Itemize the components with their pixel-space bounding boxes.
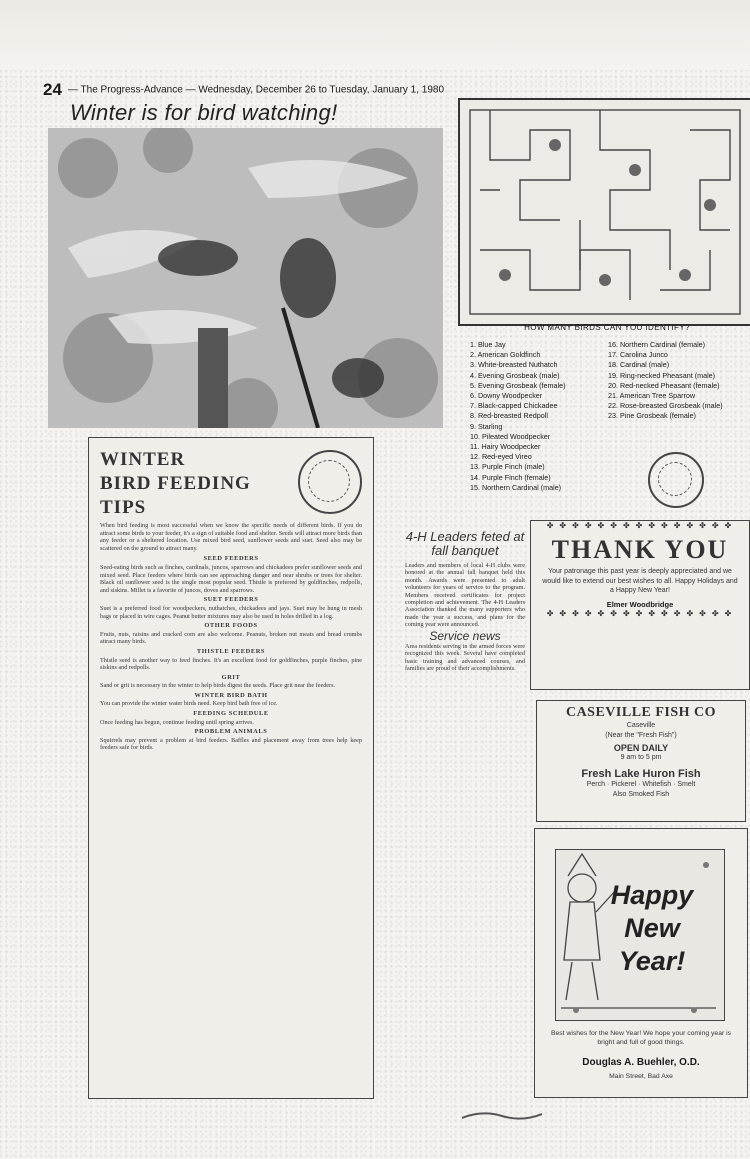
bird-list-column-2 (608, 340, 748, 422)
list-item: 21. American Tree Sparrow (608, 391, 696, 401)
thank-you-body: Your patronage this past year is deeply appreciated and we would like to extend our best wishes to all. Happy Holidays and a Happy New Year! (542, 568, 738, 595)
fish-ad-directions: (Near the "Fresh Fish") (605, 732, 677, 739)
tips-section-text: Suet is a preferred food for woodpeckers, nuthatches, chickadees and jays. Suet may be hung in mesh bags or placed in wire cages. Peanut butter mixtures may also be used in holes drilled in a log. (100, 604, 362, 620)
tips-section-text: Sand or grit is necessary in the winter to help birds digest the seeds. Place grit near the feeders. (100, 682, 336, 690)
ornament-border: ✤ ✤ ✤ ✤ ✤ ✤ ✤ ✤ ✤ ✤ ✤ ✤ ✤ ✤ ✤ (546, 608, 734, 618)
bird-list-column-1 (470, 340, 610, 493)
tips-section-text: Fruits, nuts, raisins and cracked corn are also welcome. Peanuts, broken nut meats and bread crumbs attract many birds. (100, 630, 362, 646)
list-item: 19. Ring-necked Pheasant (male) (608, 370, 716, 380)
tips-title (100, 448, 280, 520)
happy-new-year-ad (534, 828, 748, 1098)
list-item: 17. Carolina Junco (608, 350, 668, 360)
tips-section-heading: OTHER FOODS (204, 622, 258, 630)
tips-section-heading: GRIT (221, 673, 241, 681)
list-item: 10. Pileated Woodpecker (470, 431, 551, 441)
tips-section-text: Seed-eating birds such as finches, cardinals, juncos, sparrows and chickadees prefer sunflower seeds and mixed seed. Place feeders where birds can see approaching danger and near shrubs or trees for shelter. Black oil sunflower seed is the single most popular seed. Thistle is preferred by goldfinches, redpolls, and siskins. Millet is a favorite of juncos, doves and sparrows. (100, 563, 362, 594)
fish-ad-hours: 9 am to 5 pm (620, 754, 662, 761)
maze-caption: HOW MANY BIRDS CAN YOU IDENTIFY? (524, 323, 690, 332)
fish-ad-feature: Fresh Lake Huron Fish (581, 768, 701, 780)
advertiser-name: Douglas A. Buehler, O.D. (582, 1057, 700, 1068)
tips-intro: When bird feeding is most successful when we know the specific needs of different birds. If you do attract some birds to your feeder, it's a sign of suitable food and shelter. Seeds will attract more birds than any feeder or a sheltered location. Use mixed bird seed, sunflower seeds and suet. Seed also may be scattered on the ground to attract many. (100, 522, 362, 552)
tips-section-heading: SEED FEEDERS (203, 555, 259, 563)
tips-section-text: Once feeding has begun, continue feeding until spring arrives. (100, 718, 254, 726)
new-year-greeting (597, 879, 707, 978)
page-number: 24 (43, 80, 62, 99)
scan-edge (0, 0, 750, 70)
greeting-line: Year! (618, 946, 686, 976)
list-item: 11. Hairy Woodpecker (470, 442, 541, 452)
list-item: 22. Rose-breasted Grosbeak (male) (608, 401, 723, 411)
tips-section-heading: SUET FEEDERS (203, 596, 259, 604)
fish-ad-varieties: Perch · Pickerel · Whitefish · Smelt (586, 781, 696, 788)
page-headline: Winter is for bird watching! (70, 100, 338, 125)
tips-section-text: Squirrels may prevent a problem at bird feeders. Baffles and placement away from trees help keep feeders safe for birds. (100, 736, 362, 752)
thank-you-ad (530, 520, 750, 690)
list-item: 20. Red-necked Pheasant (female) (608, 380, 720, 390)
list-item: 12. Red-eyed Vireo (470, 452, 532, 462)
list-item: 4. Evening Grosbeak (male) (470, 370, 560, 380)
thank-you-title: THANK YOU (551, 535, 729, 564)
fish-ad-extra: Also Smoked Fish (612, 791, 670, 798)
thank-you-signature: Elmer Woodbridge (606, 599, 674, 609)
service-news-headline: Service news (429, 628, 501, 643)
list-item: 14. Purple Finch (female) (470, 472, 551, 482)
list-item: 5. Evening Grosbeak (female) (470, 380, 566, 390)
list-item: 18. Cardinal (male) (608, 360, 670, 370)
list-item: 7. Black-capped Chickadee (470, 401, 558, 411)
running-head-text: — The Progress-Advance — Wednesday, December 26 to Tuesday, January 1, 1980 (67, 84, 445, 96)
tips-title-line: BIRD FEEDING (100, 473, 251, 494)
list-item: 16. Northern Cardinal (female) (608, 340, 706, 349)
list-item: 13. Purple Finch (male) (470, 462, 545, 472)
list-item: 3. White-breasted Nuthatch (470, 360, 558, 370)
running-header (43, 80, 445, 99)
fish-company-ad (536, 700, 746, 822)
greeting-line: New (624, 913, 680, 943)
bird-identification-list (470, 340, 750, 515)
scan-artifact (462, 1108, 542, 1122)
bird-maze-puzzle (458, 98, 750, 326)
tips-section-text: Thistle seed is another way to feed finches. It's an excellent food for goldfinches, purple finches, pine siskins and redpolls. (100, 656, 362, 672)
fish-ad-location: Caseville (626, 722, 656, 729)
service-news-body: Area residents serving in the armed forces were recognized this week. Several have completed basic training and advanced courses, and families are proud of their accomplishments. (405, 643, 525, 673)
article-body: Leaders and members of local 4-H clubs were honored at the annual fall banquet held this month. Awards were presented to adult volunteers for years of service to the program. Members received certificates for project completion and achievement. The 4-H Leaders Association thanked the many supporters who made the year a success, and plans for the coming year were announced. (405, 562, 525, 629)
list-item: 6. Downy Woodpecker (470, 391, 543, 401)
list-item: 23. Pine Grosbeak (female) (608, 411, 696, 421)
tips-title-line: TIPS (100, 497, 147, 518)
list-item: 2. American Goldfinch (470, 350, 541, 360)
wildlife-seal-icon (298, 450, 362, 514)
list-item: 9. Starling (470, 421, 503, 431)
list-item: 1. Blue Jay (470, 340, 506, 349)
conservation-seal-icon (648, 452, 704, 508)
tips-title-line: WINTER (100, 449, 186, 470)
ornament-border: ✤ ✤ ✤ ✤ ✤ ✤ ✤ ✤ ✤ ✤ ✤ ✤ ✤ ✤ ✤ (546, 521, 734, 530)
fish-ad-title: CASEVILLE FISH CO (565, 705, 717, 720)
tips-section-heading: PROBLEM ANIMALS (194, 728, 268, 736)
list-item: 15. Northern Cardinal (male) (470, 482, 562, 492)
list-item: 8. Red-breasted Redpoll (470, 411, 548, 421)
advertiser-address: Main Street, Bad Axe (609, 1073, 673, 1080)
tips-section-heading: THISTLE FEEDERS (196, 647, 266, 655)
new-year-body: Best wishes for the New Year! We hope your coming year is bright and full of good things. (550, 1030, 732, 1046)
greeting-line: Happy (610, 880, 694, 910)
tips-section-heading: WINTER BIRD BATH (194, 691, 268, 699)
article-headline: 4-H Leaders feted at fall banquet (405, 529, 525, 558)
fish-ad-hours-heading: OPEN DAILY (613, 743, 669, 753)
tips-section-text: You can provide the winter water birds need. Keep bird bath free of ice. (100, 700, 278, 708)
news-column (405, 530, 525, 673)
tips-section-heading: FEEDING SCHEDULE (193, 710, 269, 718)
bird-feeder-photo (48, 128, 443, 428)
tips-body (100, 522, 362, 754)
